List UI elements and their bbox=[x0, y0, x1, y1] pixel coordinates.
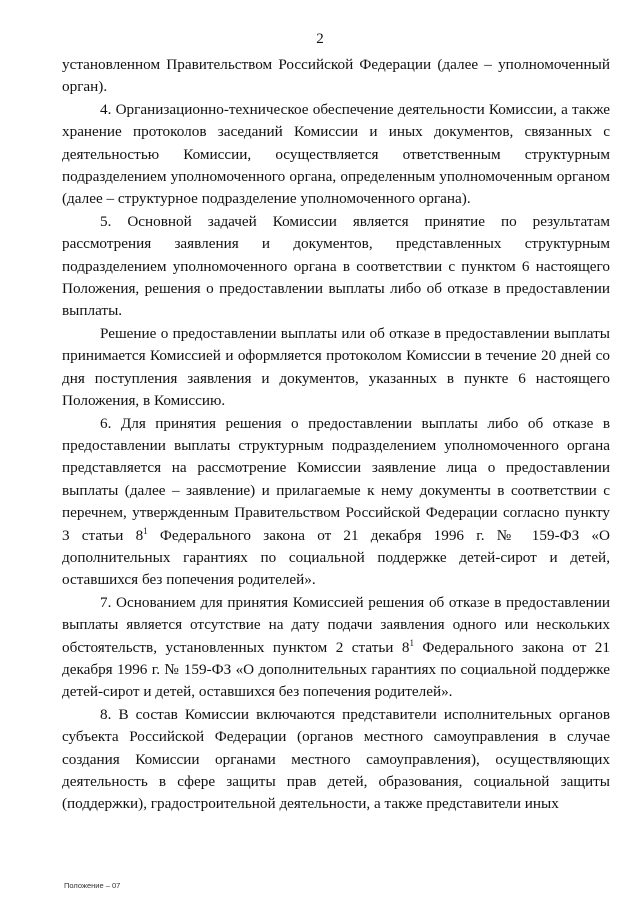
paragraph-6-text-b: Федерального закона от 21 декабря 1996 г. № 159-ФЗ «О дополнительных гарантиях по социальной поддержке детей-сирот и детей, оставшихся без попечения родителей». bbox=[62, 526, 610, 589]
paragraph-6 bbox=[62, 413, 610, 592]
page-number: 2 bbox=[316, 31, 324, 47]
paragraph-7-text-a: 7. Основанием для принятия Комиссией решения об отказе в предоставлении выплаты является отсутствие на дату подачи заявления одного или нескольких обстоятельств, установленных пунктом 2 статьи 8 bbox=[62, 593, 610, 656]
paragraph-7 bbox=[62, 592, 610, 704]
paragraph-5-decision: Решение о предоставлении выплаты или об отказе в предоставлении выплаты принимается Комиссией и оформляется протоколом Комиссии в течение 20 дней со дня поступления заявления и документов, указанных в пункте 6 настоящего Положения, в Комиссию. bbox=[62, 324, 610, 410]
document-body bbox=[62, 54, 610, 816]
paragraph-6-superscript: 1 bbox=[143, 525, 148, 536]
paragraph-continuation: установленном Правительством Российской Федерации (далее – уполномоченный орган). bbox=[62, 56, 610, 96]
paragraph-7-text-b: Федерального закона от 21 декабря 1996 г. № 159-ФЗ «О дополнительных гарантиях по социальной поддержке детей-сирот и детей, оставшихся без попечения родителей». bbox=[62, 638, 610, 701]
footer-label: Положение – 07 bbox=[64, 881, 121, 890]
paragraph-6-text-a: 6. Для принятия решения о предоставлении выплаты либо об отказе в предоставлении выплаты структурным подразделением уполномоченного органа представляется на рассмотрение Комиссии заявление лица о предоставлении выплаты (далее – заявление) и прилагаемые к нему документы в соответствии с перечнем, утвержденным Правительством Российской Федерации согласно пункту 3 статьи 8 bbox=[62, 414, 610, 544]
paragraph-7-superscript: 1 bbox=[409, 637, 414, 648]
paragraph-4: 4. Организационно-техническое обеспечение деятельности Комиссии, а также хранение протоколов заседаний Комиссии и иных документов, связанных с деятельностью Комиссии, осуществляется ответственным структурным подразделением уполномоченного органа, определенным уполномоченным органом (далее – структурное подразделение уполномоченного органа). bbox=[62, 100, 610, 208]
paragraph-5: 5. Основной задачей Комиссии является принятие по результатам рассмотрения заявления и документов, представленных структурным подразделением уполномоченного органа в соответствии с пунктом 6 настоящего Положения, решения о предоставлении выплаты либо об отказе в предоставлении выплаты. bbox=[62, 212, 610, 320]
paragraph-8: 8. В состав Комиссии включаются представители исполнительных органов субъекта Российской Федерации (органов местного самоуправления в случае создания Комиссии органами местного самоуправления), осуществляющих деятельность в сфере защиты прав детей, образования, социальной защиты (поддержки), градостроительной деятельности, а также представители иных bbox=[62, 705, 610, 813]
